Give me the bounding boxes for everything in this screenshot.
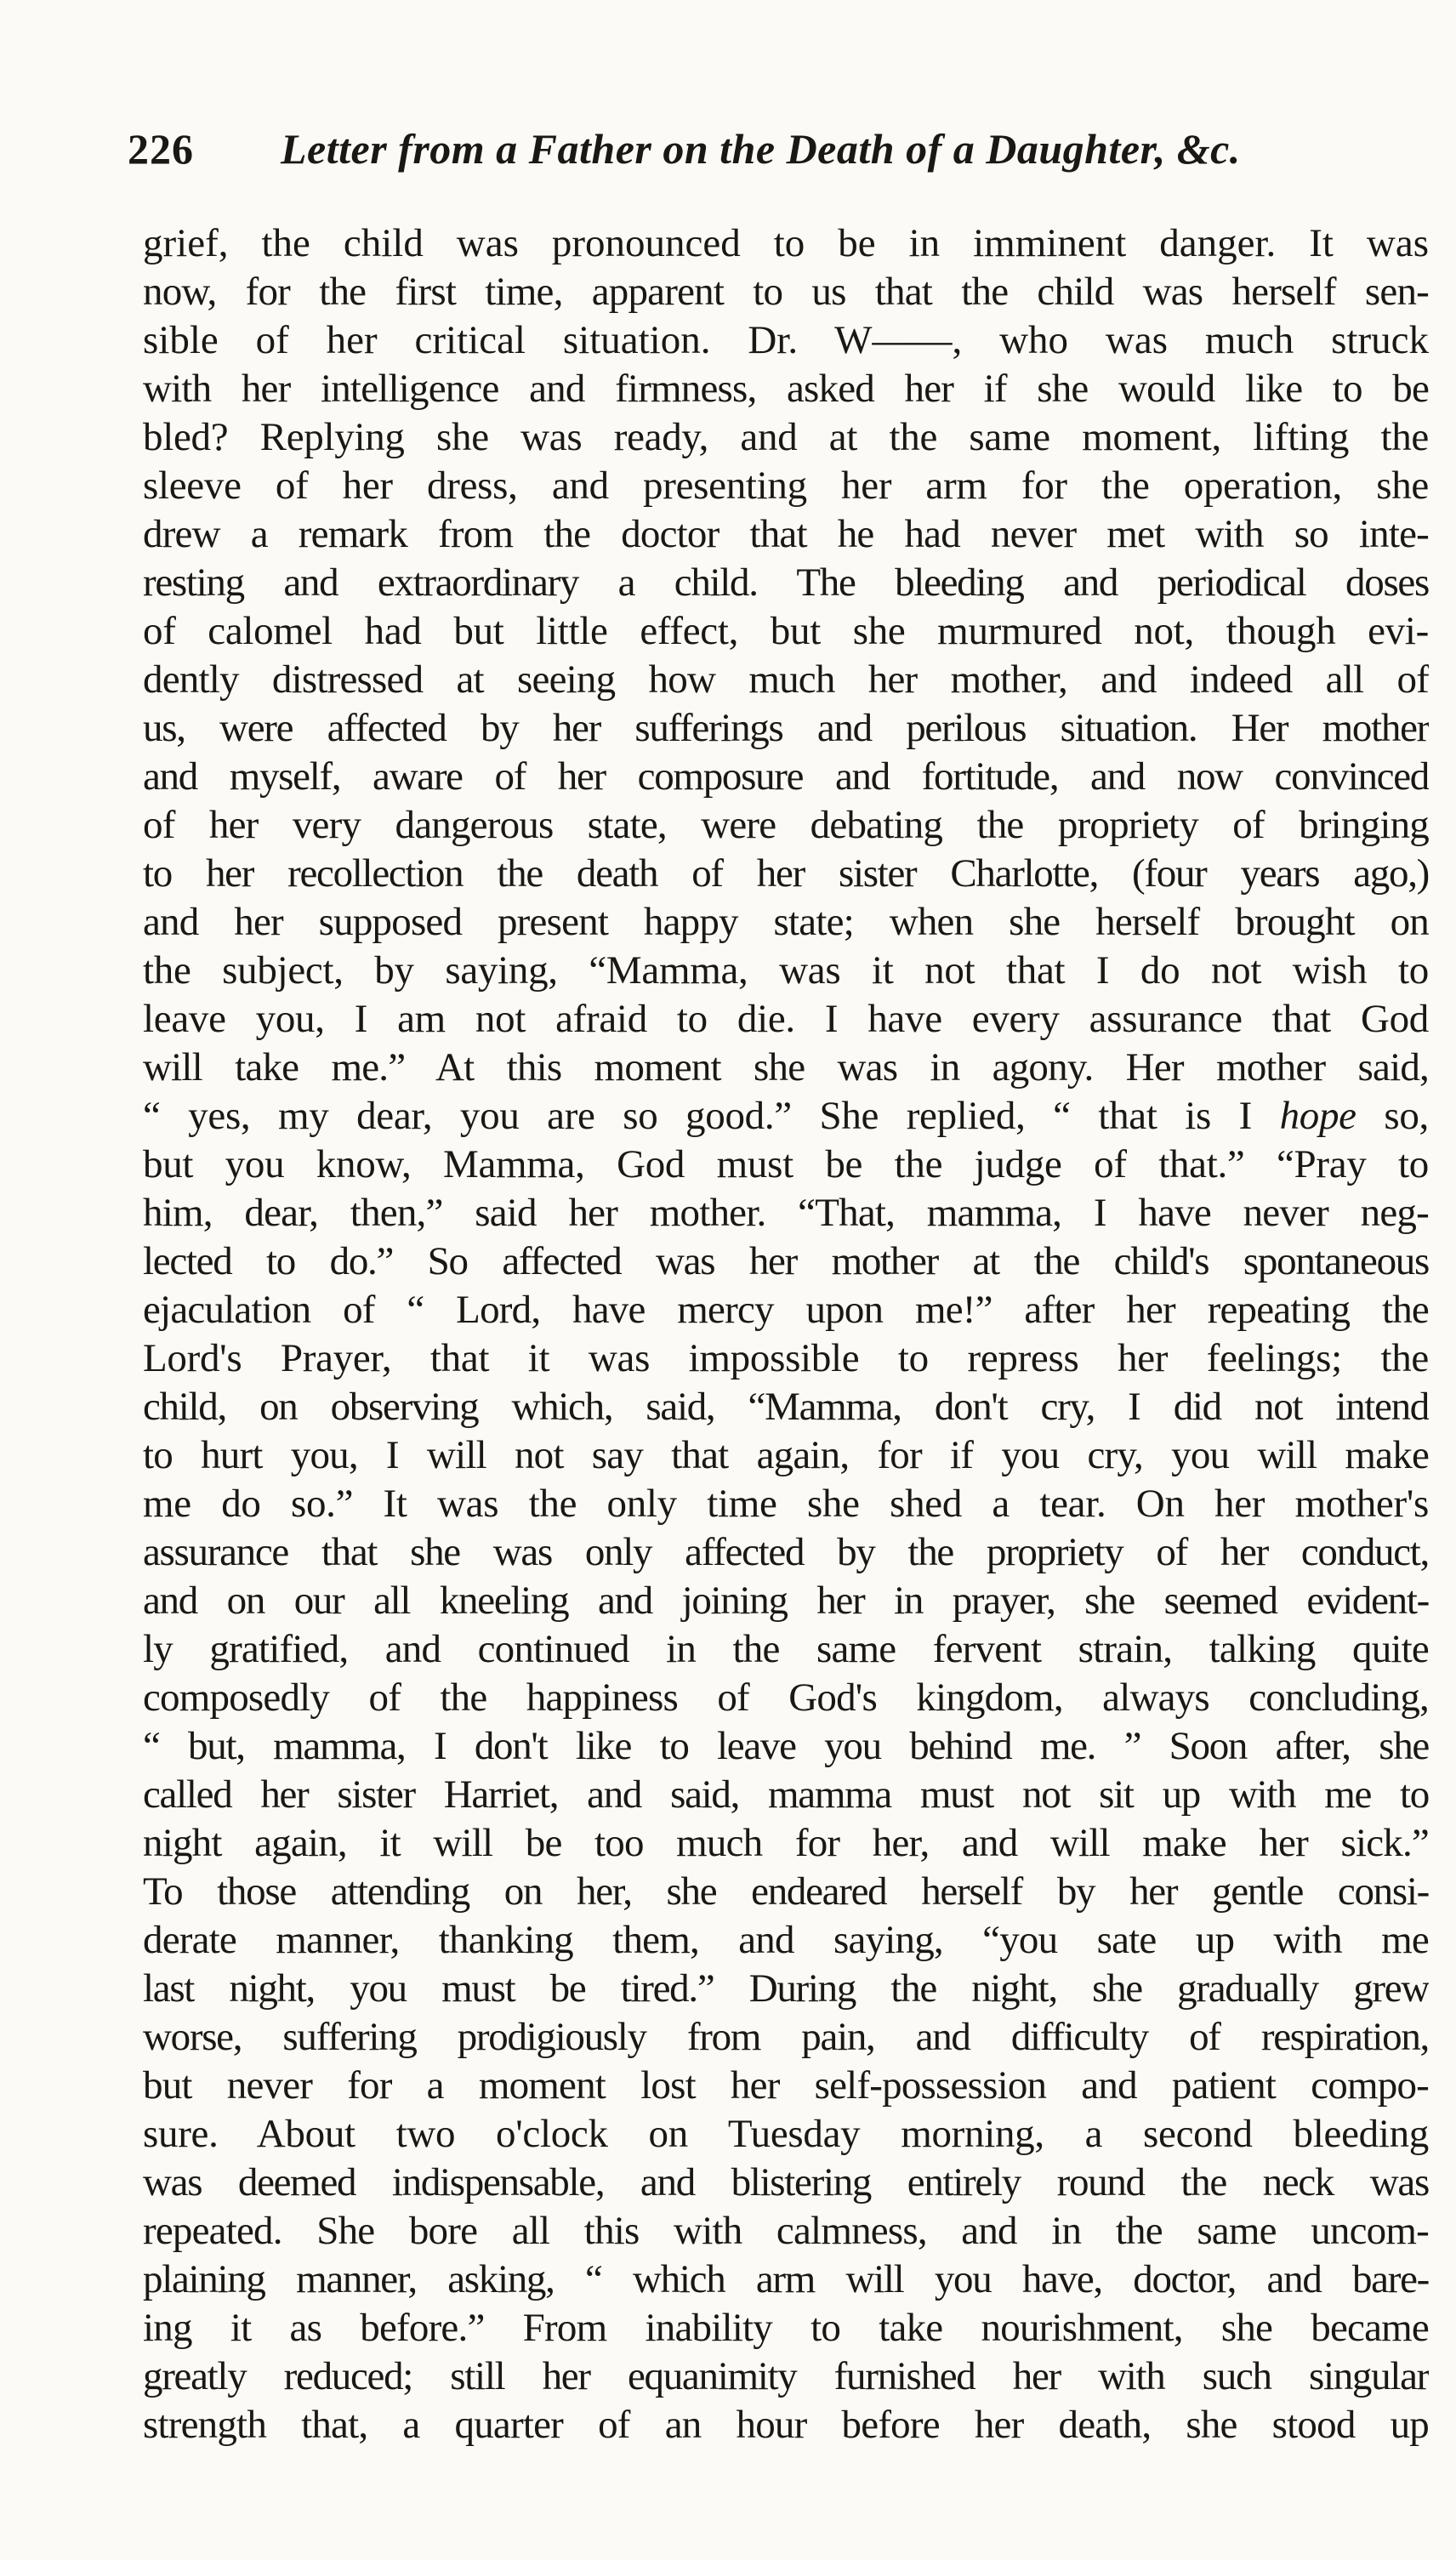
text-line: us, were affected by her sufferings and perilous situation. Her mother: [143, 706, 1429, 750]
text-line: ly gratified, and continued in the same fervent strain, talking quite: [143, 1627, 1429, 1671]
text-line: lected to do.” So affected was her mother at the child's spontaneous: [143, 1239, 1429, 1283]
text-line: derate manner, thanking them, and saying, “you sate up with me: [143, 1918, 1429, 1962]
text-line: sible of her critical situation. Dr. W——, who was much struck: [143, 318, 1429, 362]
text-line: ejaculation of “ Lord, have mercy upon me!” after her repeating the: [143, 1288, 1429, 1332]
page-number: 226: [128, 125, 194, 173]
text-line: and on our all kneeling and joining her in prayer, she seemed evident-: [143, 1579, 1429, 1623]
text-line: composedly of the happiness of God's kingdom, always concluding,: [143, 1675, 1429, 1720]
text-line: of calomel had but little effect, but she murmured not, though evi-: [143, 609, 1429, 653]
text-line: was deemed indispensable, and blistering entirely round the neck was: [143, 2160, 1429, 2204]
text-line: last night, you must be tired.” During the night, she gradually grew: [143, 1966, 1429, 2011]
text-line: and myself, aware of her composure and fortitude, and now convinced: [143, 754, 1429, 799]
text-line: to her recollection the death of her sister Charlotte, (four years ago,): [143, 851, 1429, 896]
text-line: strength that, a quarter of an hour before her death, she stood up: [143, 2403, 1429, 2447]
text-line: resting and extraordinary a child. The bleeding and periodical doses: [143, 560, 1429, 605]
text-line: child, on observing which, said, “Mamma, don't cry, I did not intend: [143, 1385, 1429, 1429]
running-head: [128, 119, 1386, 179]
text-line: but you know, Mamma, God must be the judge of that.” “Pray to: [143, 1142, 1429, 1186]
text-line: of her very dangerous state, were debating the propriety of bringing: [143, 803, 1429, 847]
text-line: repeated. She bore all this with calmness, and in the same uncom-: [143, 2209, 1429, 2253]
text-line: drew a remark from the doctor that he had never met with so inte-: [143, 512, 1429, 556]
text-line: assurance that she was only affected by the propriety of her conduct,: [143, 1530, 1429, 1574]
text-line: leave you, I am not afraid to die. I have every assurance that God: [143, 997, 1429, 1041]
text-line: him, dear, then,” said her mother. “That, mamma, I have never neg-: [143, 1191, 1429, 1235]
text-line: sleeve of her dress, and presenting her arm for the operation, she: [143, 464, 1429, 508]
text-line: greatly reduced; still her equanimity furnished her with such singular: [143, 2354, 1429, 2398]
text-line: to hurt you, I will not say that again, for if you cry, you will make: [143, 1433, 1429, 1477]
text-line: “ but, mamma, I don't like to leave you behind me. ” Soon after, she: [143, 1724, 1429, 1768]
text-line: and her supposed present happy state; when she herself brought on: [143, 900, 1429, 944]
text-line: “ yes, my dear, you are so good.” She replied, “ that is I hope so,: [143, 1094, 1429, 1138]
text-line: sure. About two o'clock on Tuesday morning, a second bleeding: [143, 2112, 1429, 2156]
text-line: called her sister Harriet, and said, mamma must not sit up with me to: [143, 1772, 1429, 1817]
text-line: me do so.” It was the only time she shed a tear. On her mother's: [143, 1482, 1429, 1526]
text-line: Lord's Prayer, that it was impossible to repress her feelings; the: [143, 1336, 1429, 1380]
running-title: Letter from a Father on the Death of a Daughter, &c.: [281, 125, 1241, 173]
text-line: with her intelligence and firmness, asked her if she would like to be: [143, 367, 1429, 411]
text-line: but never for a moment lost her self-possession and patient compo-: [143, 2063, 1429, 2108]
body-text: [143, 219, 1429, 2449]
text-line: To those attending on her, she endeared herself by her gentle consi-: [143, 1869, 1429, 1914]
text-line: bled? Replying she was ready, and at the same moment, lifting the: [143, 415, 1429, 459]
text-line: now, for the first time, apparent to us that the child was herself sen-: [143, 270, 1429, 314]
text-line: the subject, by saying, “Mamma, was it not that I do not wish to: [143, 948, 1429, 993]
text-line: will take me.” At this moment she was in agony. Her mother said,: [143, 1045, 1429, 1089]
text-line: ing it as before.” From inability to take nourishment, she became: [143, 2306, 1429, 2350]
text-line: grief, the child was pronounced to be in imminent danger. It was: [143, 221, 1429, 265]
text-line: night again, it will be too much for her, and will make her sick.”: [143, 1821, 1429, 1865]
text-line: dently distressed at seeing how much her mother, and indeed all of: [143, 657, 1429, 702]
text-line: plaining manner, asking, “ which arm will you have, doctor, and bare-: [143, 2257, 1429, 2301]
text-line: worse, suffering prodigiously from pain, and difficulty of respiration,: [143, 2015, 1429, 2059]
